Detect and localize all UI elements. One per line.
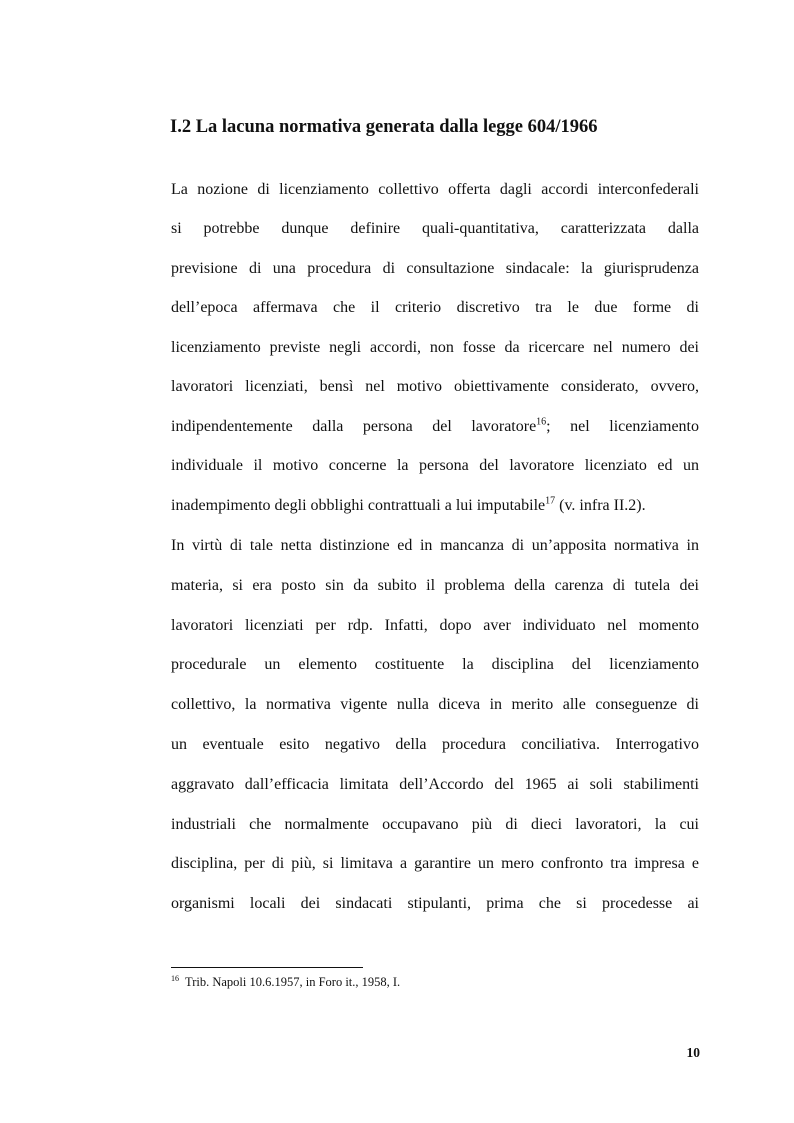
body-line-10: In virtù di tale netta distinzione ed in mancanza di un’apposita normativa in <box>171 537 699 554</box>
body-line-3: previsione di una procedura di consultazione sindacale: la giurisprudenza <box>171 260 699 277</box>
section-heading: I.2 La lacuna normativa generata dalla legge 604/1966 <box>170 117 598 137</box>
body-line-9-text: inadempimento degli obblighi contrattuali a lui imputabile <box>171 497 546 514</box>
body-line-9 <box>171 496 699 516</box>
footnote-ref-17[interactable]: 17 <box>545 495 556 507</box>
body-line-7 <box>171 417 699 437</box>
body-line-7-tail: ; nel licenziamento <box>546 418 699 435</box>
footnote-ref-16[interactable]: 16 <box>536 416 547 428</box>
body-line-6: lavoratori licenziati, bensì nel motivo obiettivamente considerato, ovvero, <box>171 378 699 395</box>
footnote-text: Trib. Napoli 10.6.1957, in Foro it., 1958, I. <box>185 975 401 989</box>
body-line-4: dell’epoca affermava che il criterio discretivo tra le due forme di <box>171 299 699 316</box>
page-number: 10 <box>686 1045 700 1060</box>
body-line-15: un eventuale esito negativo della procedura conciliativa. Interrogativo <box>171 736 699 753</box>
body-line-17: industriali che normalmente occupavano più di dieci lavoratori, la cui <box>171 816 699 833</box>
body-line-7-text: indipendentemente dalla persona del lavoratore <box>171 418 537 435</box>
body-line-9-tail: (v. infra II.2). <box>555 497 646 514</box>
body-line-5: licenziamento previste negli accordi, non fosse da ricercare nel numero dei <box>171 339 699 356</box>
body-line-2: si potrebbe dunque definire quali-quantitativa, caratterizzata dalla <box>171 220 699 237</box>
footnote-16 <box>171 974 400 990</box>
body-line-12: lavoratori licenziati per rdp. Infatti, dopo aver individuato nel momento <box>171 617 699 634</box>
body-line-13: procedurale un elemento costituente la disciplina del licenziamento <box>171 656 699 673</box>
body-line-18: disciplina, per di più, si limitava a garantire un mero confronto tra impresa e <box>171 855 699 872</box>
body-line-11: materia, si era posto sin da subito il problema della carenza di tutela dei <box>171 577 699 594</box>
footnote-number: 16 <box>171 973 179 983</box>
body-line-14: collettivo, la normativa vigente nulla diceva in merito alle conseguenze di <box>171 696 699 713</box>
body-line-8: individuale il motivo concerne la persona del lavoratore licenziato ed un <box>171 457 699 474</box>
body-line-16: aggravato dall’efficacia limitata dell’Accordo del 1965 ai soli stabilimenti <box>171 776 699 793</box>
footnote-separator <box>171 967 363 968</box>
body-line-1: La nozione di licenziamento collettivo offerta dagli accordi interconfederali <box>171 181 699 198</box>
body-line-19: organismi locali dei sindacati stipulanti, prima che si procedesse ai <box>171 895 699 912</box>
